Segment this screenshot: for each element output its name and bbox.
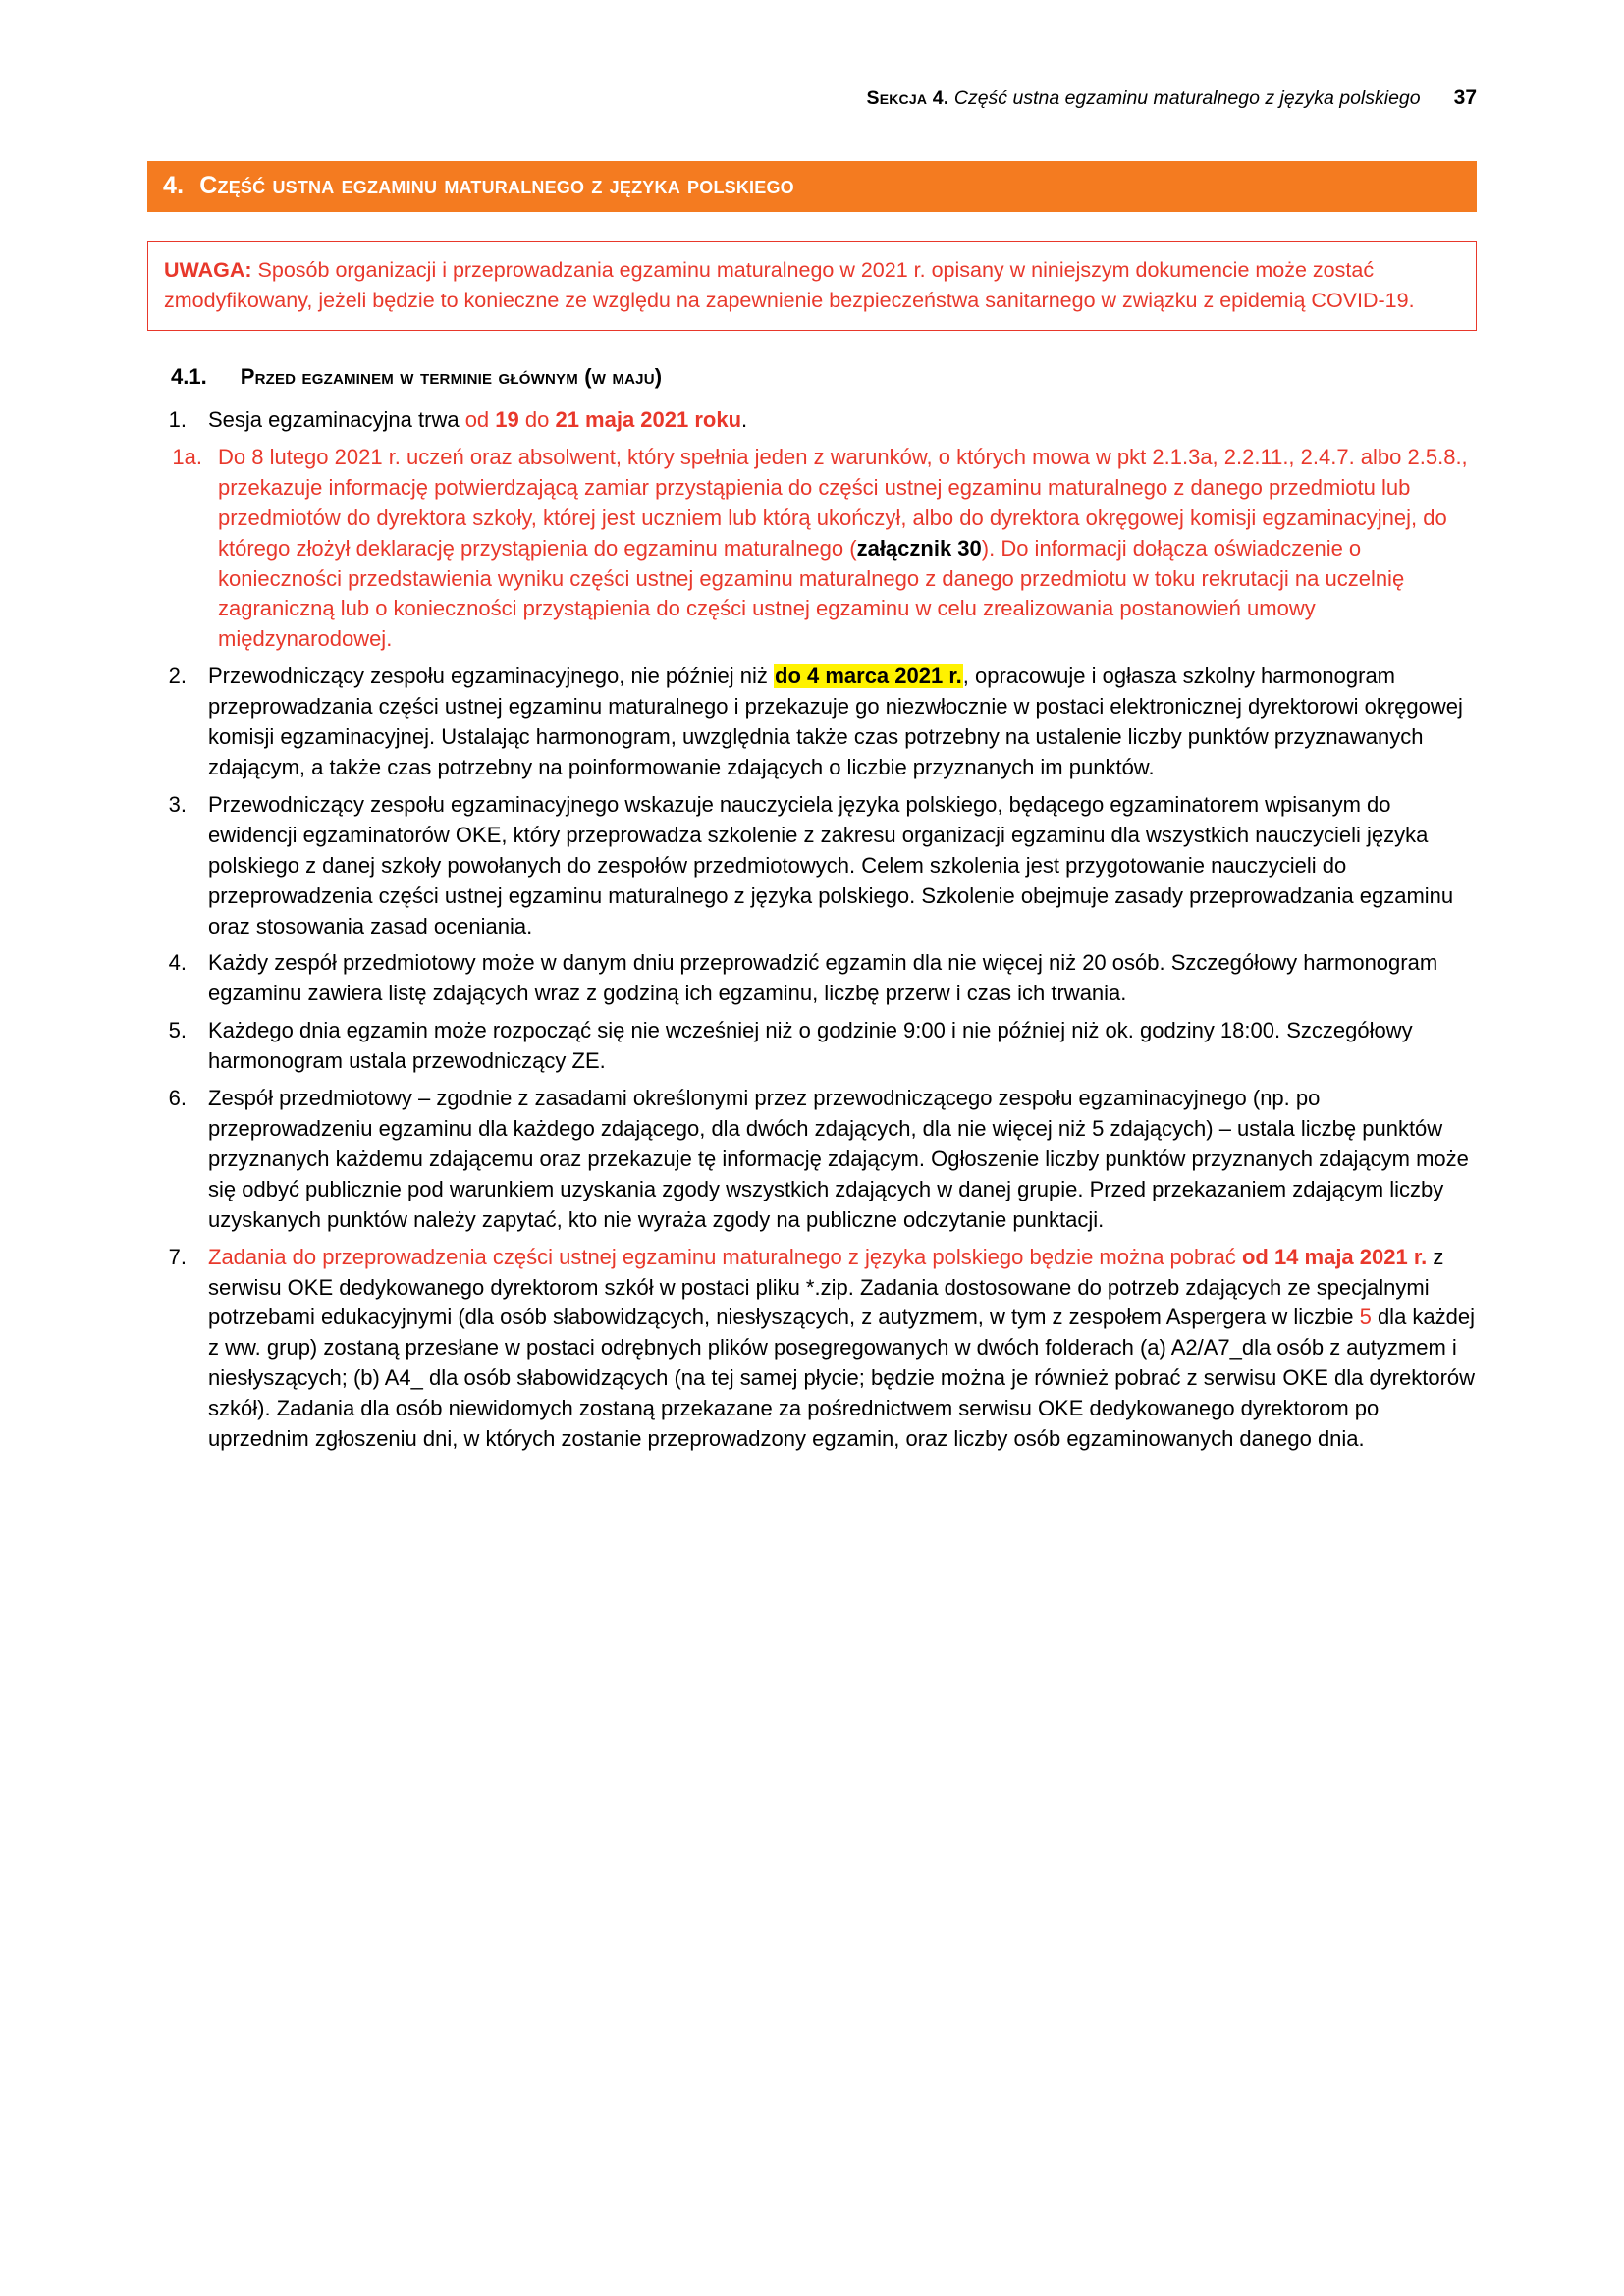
text-segment: Sesja egzaminacyjna trwa (208, 407, 465, 433)
text-segment: Każdego dnia egzamin może rozpocząć się nie wcześniej niż o godzinie 9:00 i nie później niż ok. godziny 18:00. Szczegółowy harmonogram ustala przewodniczący ZE. (208, 1018, 1413, 1074)
list-item (147, 948, 1477, 1009)
list-item-marker: 6. (168, 1086, 187, 1111)
list-item-marker: 4. (168, 950, 187, 976)
text-segment: Do 8 lutego 2021 r. uczeń oraz absolwent, który spełnia jeden z warunków, o których mowa w pkt 2.1.3a, 2.2.11., 2.4.7. albo 2.5.8., przekazuje informację potwierdzającą zamiar przystąpienia do części ustnej egzaminu maturalnego z danego przedmiotu lub przedmiotów do dyrektora szkoły, której jest uczniem lub którą ukończył, albo do dyrektora okręgowej komisji egzaminacyjnej, do którego złożył deklarację przystąpienia do egzaminu maturalnego ( (218, 444, 1468, 561)
text-segment: 21 maja 2021 roku (555, 407, 742, 433)
list-item-marker: 1a. (172, 444, 202, 469)
list-item-marker: 2. (168, 664, 187, 689)
text-segment: Przewodniczący zespołu egzaminacyjnego wskazuje nauczyciela języka polskiego, będącego egzaminatorem wpisanym do ewidencji egzaminatorów OKE, który przeprowadza szkolenie z zakresu organizacji egzaminu dla wszystkich nauczycieli języka polskiego z danej szkoły powołanych do zespołów przedmiotowych. Celem szkolenia jest przygotowanie nauczycieli do przeprowadzenia części ustnej egzaminu maturalnego z języka polskiego. Szkolenie obejmuje zasady przeprowadzania egzaminu oraz stosowania zasad oceniania. (208, 791, 1454, 938)
page-header (147, 86, 1477, 110)
text-segment: od (464, 407, 496, 433)
section-number: 4. (163, 172, 185, 199)
text-segment: Zadania do przeprowadzenia części ustnej egzaminu maturalnego z języka polskiego będzie można pobrać (208, 1244, 1242, 1269)
text-segment: z serwisu OKE dedykowanego dyrektorom szkół w postaci pliku *.zip. Zadania dostosowane do potrzeb zdających ze specjalnymi potrzebami edukacyjnymi (dla osób słabowidzących, niesłyszących, z autyzmem, w tym z zespołem Aspergera w liczbie (208, 1244, 1444, 1330)
list-item-marker: 3. (168, 791, 187, 817)
warning-notice-text: Sposób organizacji i przeprowadzania egzaminu maturalnego w 2021 r. opisany w niniejszym dokumencie może zostać zmodyfikowany, jeżeli będzie to konieczne ze względu na zapewnienie bezpieczeństwa sanitarnego w związku z epidemią COVID-19. (164, 258, 1415, 312)
warning-notice (147, 241, 1477, 331)
subsection-heading (171, 364, 1477, 390)
running-head-section: Sekcja 4. (866, 87, 949, 109)
list-item-text (208, 405, 1477, 436)
text-segment: . (741, 407, 748, 433)
text-segment: do 4 marca 2021 r. (775, 664, 962, 689)
text-segment: od 14 maja 2021 r. (1241, 1244, 1428, 1269)
subsection-title: Przed egzaminem w terminie głównym (w maju) (240, 364, 663, 390)
text-segment: 5 (1359, 1305, 1372, 1330)
running-head-title: Część ustna egzaminu maturalnego z języka polskiego (953, 87, 1421, 109)
text-segment: Przewodniczący zespołu egzaminacyjnego, nie później niż (208, 664, 774, 689)
section-title: Część ustna egzaminu maturalnego z języka polskiego (199, 172, 794, 199)
text-segment: załącznik 30 (856, 535, 982, 561)
list-item (147, 1084, 1477, 1236)
list-item-text (218, 443, 1477, 655)
text-segment: , opracowuje i ogłasza szkolny harmonogram przeprowadzania części ustnej egzaminu maturalnego i przekazuje go niezwłocznie w postaci elektronicznej dyrektorowi okręgowej komisji egzaminacyjnej. Ustalając harmonogram, uwzględnia także czas potrzebny na ustalenie liczby punktów przyznawanych zdającym, a także czas potrzebny na poinformowanie zdających o liczbie przyznanych im punktów. (208, 664, 1463, 779)
text-segment: ). Do informacji dołącza oświadczenie o konieczności przedstawienia wyniku części ustnej egzaminu maturalnego z danego przedmiotu w toku rekrutacji na uczelnię zagraniczną lub o konieczności przystąpienia do części ustnej egzaminu w celu zrealizowania postanowień umowy międzynarodowej. (218, 535, 1405, 652)
page-number: 37 (1453, 86, 1477, 109)
list-item-text (208, 1016, 1477, 1077)
list-item-text (208, 1084, 1477, 1236)
list-item (147, 1016, 1477, 1077)
text-segment: do (518, 407, 556, 433)
list-item (147, 790, 1477, 942)
list-item-text (208, 790, 1477, 942)
list-item-text (208, 948, 1477, 1009)
list-item-text (208, 662, 1477, 783)
subsection-number: 4.1. (171, 364, 207, 390)
list-item-marker: 5. (168, 1018, 187, 1043)
text-segment: dla każdej z ww. grup) zostaną przesłane w postaci odrębnych plików posegregowanych w dwóch folderach (a) A2/A7_dla osób z autyzmem i niesłyszących; (b) A4_ dla osób słabowidzących (na tej samej płycie; będzie można je również pobrać z serwisu OKE dla dyrektorów szkół). Zadania dla osób niewidomych zostaną przekazane za pośrednictwem serwisu OKE dedykowanego dyrektorom po uprzednim zgłoszeniu dni, w których zostanie przeprowadzony egzamin, oraz liczby osób egzaminowanych danego dnia. (208, 1305, 1476, 1452)
list-item-marker: 7. (168, 1244, 187, 1269)
list-item (147, 405, 1477, 436)
warning-notice-label: UWAGA: (164, 258, 252, 282)
running-head (867, 87, 1421, 110)
list-item-marker: 1. (168, 407, 187, 433)
section-title-bar (147, 161, 1477, 212)
list-item-text (208, 1243, 1477, 1455)
text-segment: Zespół przedmiotowy – zgodnie z zasadami określonymi przez przewodniczącego zespołu egzaminacyjnego (np. po przeprowadzeniu egzaminu dla każdego zdającego, dla dwóch zdających, dla nie więcej niż 5 zdających) – ustala liczbę punktów przyznanych każdemu zdającemu oraz przekazuje tę informację zdającym. Ogłoszenie liczby punktów przyznanych zdającym może się odbyć publicznie pod warunkiem uzyskania zgody wszystkich zdających w danej grupie. Przed przekazaniem zdającym liczby uzyskanych punktów należy zapytać, kto nie wyraża zgody na publiczne odczytanie punktacji. (208, 1086, 1469, 1232)
list-item (147, 1243, 1477, 1455)
list-item (147, 662, 1477, 783)
numbered-list (147, 405, 1477, 1455)
list-item (147, 443, 1477, 655)
text-segment: Każdy zespół przedmiotowy może w danym dniu przeprowadzić egzamin dla nie więcej niż 20 osób. Szczegółowy harmonogram egzaminu zawiera listę zdających wraz z godziną ich egzaminu, liczbę przerw i czas ich trwania. (208, 950, 1438, 1006)
text-segment: 19 (495, 407, 519, 433)
